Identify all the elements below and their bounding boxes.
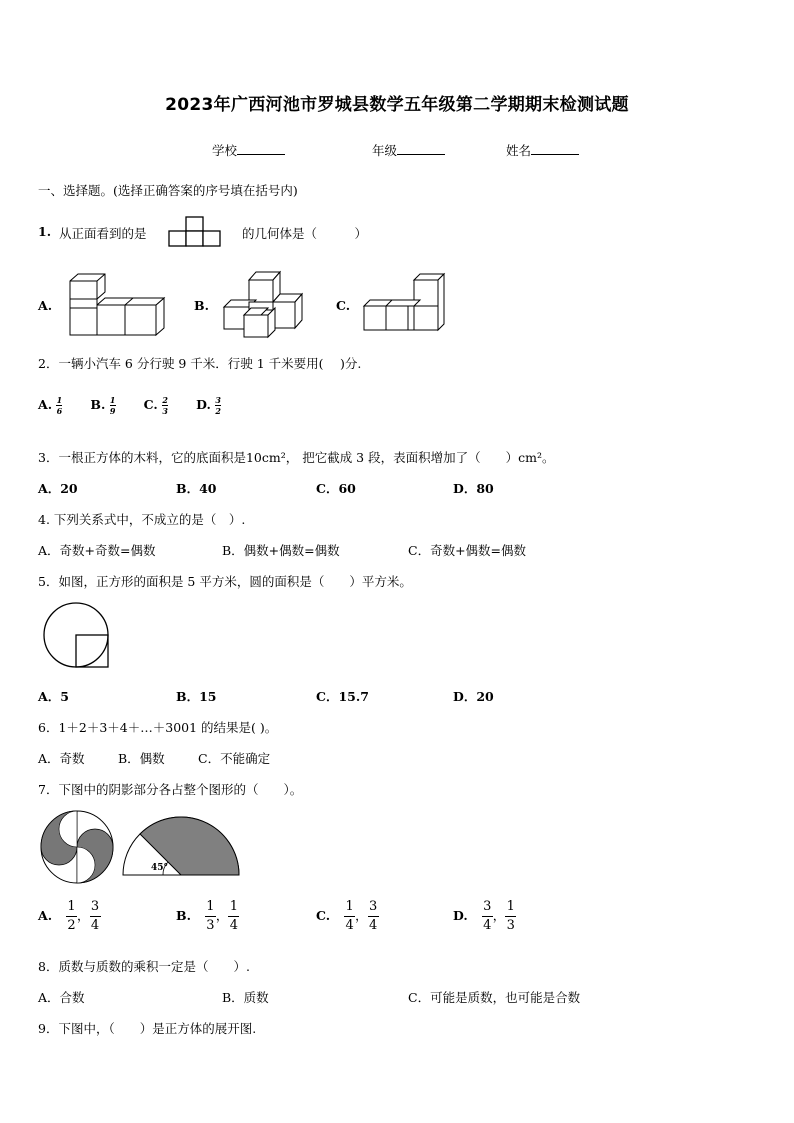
section-heading: 一、选择题。(选择正确答案的序号填在括号内) <box>38 183 298 198</box>
q3-option-c[interactable]: C．60 <box>316 481 356 496</box>
q7-text: 7．下图中的阴影部分各占整个图形的（ ）。 <box>38 782 303 797</box>
grade-label: 年级 <box>372 143 398 158</box>
q3-option-b[interactable]: B．40 <box>176 481 217 496</box>
q1-option-a-cubes <box>70 272 164 338</box>
q6-option-c[interactable]: C．不能确定 <box>198 751 271 766</box>
name-field[interactable] <box>506 141 579 159</box>
q2-options <box>38 396 221 415</box>
q4-option-b[interactable]: B．偶数+偶数=偶数 <box>222 543 340 558</box>
q3-text: 3．一根正方体的木料，它的底面积是10cm²， 把它截成 3 段，表面积增加了（ ）cm²。 <box>38 450 555 465</box>
school-label: 学校 <box>212 143 238 158</box>
q6-option-a[interactable]: A．奇数 <box>38 751 85 766</box>
name-label: 姓名 <box>506 143 532 158</box>
q7-option-a[interactable]: A. $\frac{1}{2}$ ， $\frac{3}{4}$ <box>38 899 100 933</box>
q7-angle-label: 45° <box>151 863 169 873</box>
q1-option-b-label[interactable]: B. <box>194 298 209 313</box>
q1-option-c-label[interactable]: C. <box>336 298 351 313</box>
school-blank[interactable] <box>237 142 285 155</box>
q5-option-b[interactable]: B．15 <box>176 689 217 704</box>
q1-pre-text: 从正面看到的是 <box>59 226 147 241</box>
name-blank[interactable] <box>531 142 579 155</box>
q7-option-b[interactable]: B. $\frac{1}{3}$ ， $\frac{1}{4}$ <box>176 899 239 933</box>
page-title: 2023年广西河池市罗城县数学五年级第二学期期末检测试题 <box>165 95 629 115</box>
q2-option-a[interactable]: A. $\frac{1}{6}$ <box>38 395 63 416</box>
q7-option-d[interactable]: D. $\frac{3}{4}$ ， $\frac{1}{3}$ <box>453 899 515 933</box>
q6-text: 6．1＋2＋3＋4＋…＋3001 的结果是( )。 <box>38 720 278 735</box>
q3-option-a[interactable]: A．20 <box>38 481 78 496</box>
q8-option-c[interactable]: C．可能是质数，也可能是合数 <box>408 990 581 1005</box>
q7-option-c[interactable]: C. $\frac{1}{4}$ ， $\frac{3}{4}$ <box>316 899 378 933</box>
grade-field[interactable] <box>372 141 445 159</box>
q4-option-a[interactable]: A．奇数+奇数=偶数 <box>38 543 156 558</box>
q4-option-c[interactable]: C．奇数+偶数=偶数 <box>408 543 527 558</box>
q2-text: 2．一辆小汽车 6 分行驶 9 千米．行驶 1 千米要用( )分. <box>38 356 362 371</box>
school-field[interactable] <box>212 141 285 159</box>
q1-number: 1. <box>38 224 52 239</box>
q2-option-b[interactable]: B. $\frac{1}{9}$ <box>90 395 116 416</box>
q2-option-d[interactable]: D. $\frac{3}{2}$ <box>196 395 221 416</box>
q8-option-b[interactable]: B．质数 <box>222 990 269 1005</box>
q1-front-view-figure <box>169 216 223 248</box>
q8-text: 8．质数与质数的乘积一定是（ ）. <box>38 959 250 974</box>
q5-option-c[interactable]: C．15.7 <box>316 689 369 704</box>
q1-option-b-cubes <box>224 270 304 338</box>
q9-text: 9．下图中，（ ）是正方体的展开图. <box>38 1021 257 1036</box>
q5-text: 5．如图，正方形的面积是 5 平方米，圆的面积是（ ）平方米。 <box>38 574 412 589</box>
q4-text: 4. 下列关系式中，不成立的是（ ）. <box>38 512 246 527</box>
q7-pinwheel-circle-figure <box>40 810 114 884</box>
q6-option-b[interactable]: B．偶数 <box>118 751 165 766</box>
q3-option-d[interactable]: D．80 <box>453 481 494 496</box>
q1-option-a-label[interactable]: A. <box>38 298 53 313</box>
q7-semicircle-sector-figure <box>123 815 243 877</box>
q5-option-d[interactable]: D．20 <box>453 689 494 704</box>
q1-option-c-cubes <box>364 272 446 334</box>
q5-option-a[interactable]: A．5 <box>38 689 69 704</box>
grade-blank[interactable] <box>397 142 445 155</box>
q8-option-a[interactable]: A．合数 <box>38 990 85 1005</box>
q5-circle-square-figure <box>42 603 114 669</box>
q1-post-text: 的几何体是（ ） <box>242 226 368 241</box>
q2-option-c[interactable]: C. $\frac{2}{3}$ <box>143 395 168 416</box>
